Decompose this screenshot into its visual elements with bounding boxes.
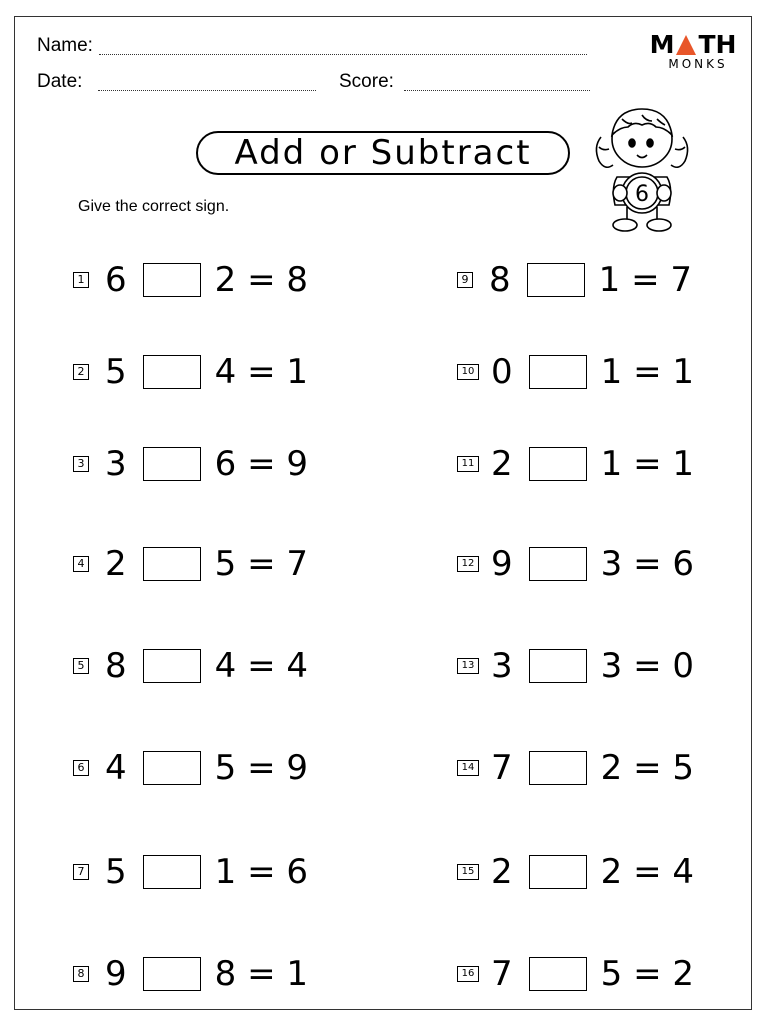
date-label: Date: [37,71,83,92]
problem-operand: 0 [491,352,513,392]
problem-operand: 3 [105,444,127,484]
problem-result: 2 = 5 [600,748,695,788]
problem-operand: 5 [105,852,127,892]
logo-text-left: M [649,30,675,59]
problem-operand: 7 [491,954,513,994]
problem-item [457,352,694,392]
name-label: Name: [37,35,93,56]
problem-operand: 5 [105,352,127,392]
date-field[interactable] [98,89,316,91]
problem-result: 1 = 6 [214,852,309,892]
problem-number: 8 [73,966,89,982]
problem-operand: 8 [105,646,127,686]
worksheet-page [14,16,752,1010]
girl-holding-number-icon [587,97,697,237]
problem-result: 6 = 9 [214,444,309,484]
problem-number: 9 [457,272,473,288]
sign-answer-box[interactable] [143,447,201,481]
problem-number: 6 [73,760,89,776]
problem-number: 16 [457,966,479,982]
problem-item [73,954,308,994]
sign-answer-box[interactable] [143,649,201,683]
problem-result: 5 = 9 [214,748,309,788]
logo-triangle-icon [676,35,696,55]
sign-answer-box[interactable] [143,855,201,889]
problem-result: 2 = 8 [214,260,309,300]
sign-answer-box[interactable] [143,355,201,389]
problem-result: 3 = 6 [600,544,695,584]
sign-answer-box[interactable] [529,751,587,785]
problem-operand: 6 [105,260,127,300]
sign-answer-box[interactable] [527,263,585,297]
problem-operand: 2 [491,444,513,484]
problem-item [457,954,694,994]
logo-text-right: TH [698,30,737,59]
sign-answer-box[interactable] [529,447,587,481]
problem-item [457,748,694,788]
problem-item [73,352,308,392]
problem-result: 1 = 1 [600,352,695,392]
problem-result: 1 = 7 [598,260,693,300]
problem-item [457,852,694,892]
problem-item [73,646,308,686]
problem-operand: 2 [105,544,127,584]
problem-result: 1 = 1 [600,444,695,484]
problem-number: 3 [73,456,89,472]
sign-answer-box[interactable] [143,547,201,581]
sign-answer-box[interactable] [143,957,201,991]
problem-result: 4 = 4 [214,646,309,686]
problem-number: 2 [73,364,89,380]
problem-number: 1 [73,272,89,288]
sign-answer-box[interactable] [529,957,587,991]
problem-result: 5 = 2 [600,954,695,994]
instructions: Give the correct sign. [78,198,230,215]
problem-item [73,444,308,484]
sign-answer-box[interactable] [529,355,587,389]
problem-item [73,852,308,892]
problem-number: 13 [457,658,479,674]
problem-operand: 7 [491,748,513,788]
problem-operand: 2 [491,852,513,892]
sign-answer-box[interactable] [143,751,201,785]
date-field-row [37,71,316,93]
worksheet-title [196,131,570,175]
problem-operand: 9 [105,954,127,994]
problem-number: 14 [457,760,479,776]
name-field[interactable] [99,53,587,55]
problem-number: 4 [73,556,89,572]
problem-item [457,646,694,686]
score-field-row [339,71,590,93]
problem-result: 2 = 4 [600,852,695,892]
name-field-row [37,35,587,57]
problem-result: 5 = 7 [214,544,309,584]
problem-item [73,544,308,584]
problem-result: 4 = 1 [214,352,309,392]
problem-item [457,260,692,300]
problem-number: 10 [457,364,479,380]
mascot-number: 6 [635,182,649,207]
sign-answer-box[interactable] [529,547,587,581]
problem-number: 12 [457,556,479,572]
sign-answer-box[interactable] [529,649,587,683]
problem-number: 11 [457,456,479,472]
problem-item [457,544,694,584]
score-label: Score: [339,71,394,92]
problem-result: 3 = 0 [600,646,695,686]
problem-operand: 9 [491,544,513,584]
problem-item [73,260,308,300]
problem-operand: 8 [489,260,511,300]
score-field[interactable] [404,89,590,91]
problem-result: 8 = 1 [214,954,309,994]
logo-subtitle: MONKS [668,57,728,71]
worksheet-title-text: Add or Subtract [234,133,532,173]
sign-answer-box[interactable] [529,855,587,889]
sign-answer-box[interactable] [143,263,201,297]
math-monks-logo [645,31,741,71]
problem-item [457,444,694,484]
problem-operand: 3 [491,646,513,686]
problem-item [73,748,308,788]
problem-number: 5 [73,658,89,674]
problem-number: 15 [457,864,479,880]
problem-number: 7 [73,864,89,880]
problem-operand: 4 [105,748,127,788]
